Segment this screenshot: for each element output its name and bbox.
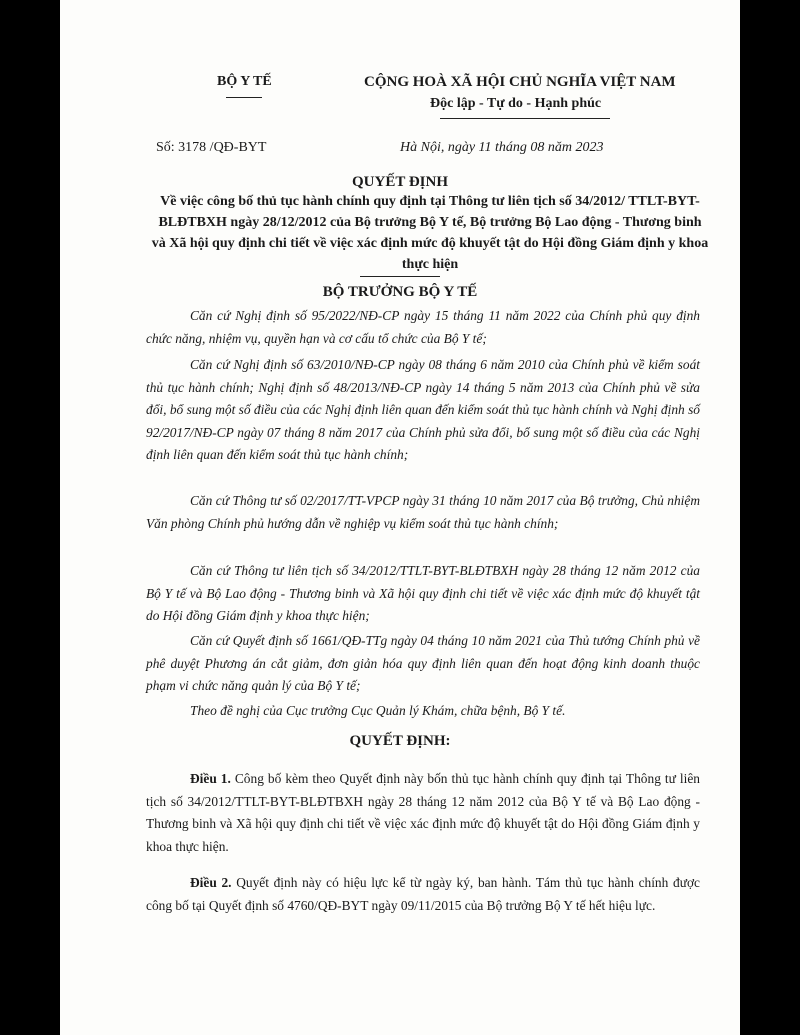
document-page bbox=[60, 0, 740, 1035]
article-text: Công bố kèm theo Quyết định này bốn thủ tục hành chính quy định tại Thông tư liên tịch số 34/2012/TTLT-BYT-BLĐTBXH ngày 28 tháng 12 năm 2012 của Bộ Y tế và Bộ Lao động - Thương binh và Xã hội quy định chi tiết về việc xác định mức độ khuyết tật do Hội đồng Giám định y khoa thực hiện. bbox=[146, 771, 700, 854]
document-number: Số: 3178 /QĐ-BYT bbox=[156, 140, 267, 155]
article-label: Điều 2. bbox=[190, 875, 232, 890]
ministry-name: BỘ Y TẾ bbox=[217, 74, 272, 89]
decision-heading: QUYẾT ĐỊNH: bbox=[349, 733, 451, 749]
article-paragraph bbox=[146, 872, 700, 917]
article-text: Quyết định này có hiệu lực kể từ ngày ký, ban hành. Tám thủ tục hành chính được công bố tại Quyết định số 4760/QĐ-BYT ngày 09/11/2015 của Bộ trưởng Bộ Y tế hết hiệu lực. bbox=[146, 875, 700, 913]
basis-paragraph: Căn cứ Quyết định số 1661/QĐ-TTg ngày 04 tháng 10 năm 2021 của Thủ tướng Chính phủ về phê duyệt Phương án cắt giảm, đơn giản hóa quy định liên quan đến hoạt động kinh doanh thuộc phạm vi chức năng quản lý của Bộ Y tế; bbox=[146, 633, 700, 694]
basis-paragraph: Căn cứ Thông tư liên tịch số 34/2012/TTLT-BYT-BLĐTBXH ngày 28 tháng 12 năm 2012 của Bộ Y tế và Bộ Lao động - Thương binh và Xã hội quy định chi tiết về việc xác định mức độ khuyết tật do Hội đồng Giám định y khoa thực hiện; bbox=[146, 563, 700, 624]
motto-underline bbox=[440, 118, 610, 119]
place-date: Hà Nội, ngày 11 tháng 08 năm 2023 bbox=[400, 140, 604, 155]
national-motto: Độc lập - Tự do - Hạnh phúc bbox=[430, 96, 602, 111]
subject-underline bbox=[360, 276, 440, 277]
country-name: CỘNG HOÀ XÃ HỘI CHỦ NGHĨA VIỆT NAM bbox=[364, 74, 676, 90]
ministry-underline bbox=[226, 97, 262, 98]
basis-paragraph: Căn cứ Thông tư số 02/2017/TT-VPCP ngày 31 tháng 10 năm 2017 của Bộ trưởng, Chủ nhiệm Văn phòng Chính phủ hướng dẫn về nghiệp vụ kiểm soát thủ tục hành chính; bbox=[146, 493, 700, 531]
document-title: QUYẾT ĐỊNH bbox=[352, 174, 448, 190]
article-label: Điều 1. bbox=[190, 771, 231, 786]
article-paragraph bbox=[146, 768, 700, 858]
basis-paragraph: Theo đề nghị của Cục trưởng Cục Quản lý Khám, chữa bệnh, Bộ Y tế. bbox=[190, 703, 566, 718]
basis-paragraph: Căn cứ Nghị định số 95/2022/NĐ-CP ngày 15 tháng 11 năm 2022 của Chính phủ quy định chức năng, nhiệm vụ, quyền hạn và cơ cấu tổ chức của Bộ Y tế; bbox=[146, 308, 700, 346]
basis-paragraph: Căn cứ Nghị định số 63/2010/NĐ-CP ngày 08 tháng 6 năm 2010 của Chính phủ về kiểm soát thủ tục hành chính; Nghị định số 48/2013/NĐ-CP ngày 14 tháng 5 năm 2013 của Chính phủ về sửa đổi, bổ sung một số điều của các Nghị định liên quan đến kiểm soát thủ tục hành chính và Nghị định số 92/2017/NĐ-CP ngày 07 tháng 8 năm 2017 của Chính phủ sửa đổi, bổ sung một số điều của các Nghị định liên quan đến kiểm soát thủ tục hành chính; bbox=[146, 357, 700, 463]
document-subject: Về việc công bố thủ tục hành chính quy định tại Thông tư liên tịch số 34/2012/ TTLT-BYT-BLĐTBXH ngày 28/12/2012 của Bộ trưởng Bộ Y tế, Bộ trưởng Bộ Lao động - Thương binh và Xã hội quy định chi tiết về việc xác định mức độ khuyết tật do Hội đồng Giám định y khoa thực hiện bbox=[151, 194, 709, 272]
issuer-title: BỘ TRƯỞNG BỘ Y TẾ bbox=[322, 284, 478, 300]
